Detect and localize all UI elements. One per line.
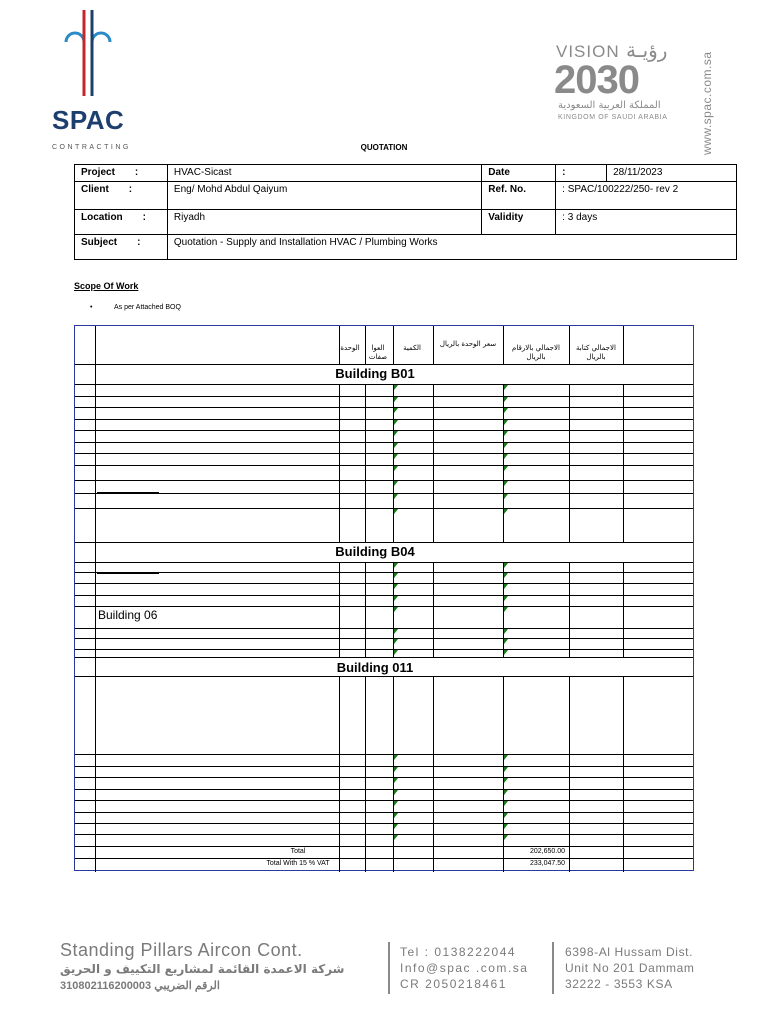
- boq-row-line: [75, 442, 693, 443]
- colon: :: [142, 212, 147, 223]
- info-row-location: [75, 210, 737, 235]
- boq-row-line: [75, 812, 693, 813]
- cell-comment-marker: [504, 584, 508, 589]
- vision-kingdom-arabic: المملكة العربية السعودية: [558, 100, 661, 111]
- boq-row-line: [75, 846, 693, 847]
- cell-comment-marker: [394, 454, 398, 459]
- cell-comment-marker: [504, 650, 508, 655]
- subject-label: Subject: [81, 237, 118, 248]
- boq-column-line: [95, 326, 96, 872]
- total-vat-label: Total With 15 % VAT: [266, 860, 330, 867]
- cell-comment-marker: [394, 494, 398, 499]
- boq-column-line: [339, 676, 340, 872]
- vision-year: 2030: [554, 58, 639, 102]
- boq-row-line: [75, 595, 693, 596]
- footer-cr: CR 2050218461: [400, 977, 507, 991]
- boq-row-line: [75, 480, 693, 481]
- col-header-qty: الكمية: [403, 344, 421, 352]
- client-value: Eng/ Mohd Abdul Qaiyum: [167, 182, 481, 210]
- footer-vat-number: 310802116200003 الرقم الضريبي: [60, 980, 220, 992]
- footer-divider: [388, 942, 390, 994]
- section-building-011: Building 011: [336, 660, 414, 675]
- cell-comment-marker: [504, 824, 508, 829]
- cell-comment-marker: [394, 639, 398, 644]
- boq-column-line: [393, 676, 394, 872]
- footer-email: Info@spac .com.sa: [400, 961, 529, 975]
- boq-column-line: [365, 384, 366, 542]
- footer-contacts: [400, 944, 528, 992]
- cell-comment-marker: [504, 563, 508, 568]
- cell-comment-marker: [394, 824, 398, 829]
- cell-comment-marker: [504, 481, 508, 486]
- boq-column-line: [623, 326, 624, 364]
- cell-comment-marker: [394, 385, 398, 390]
- col-header-unit: الوحدة: [340, 344, 360, 352]
- date-label: Date: [482, 165, 556, 182]
- cell-comment-marker: [394, 607, 398, 612]
- boq-column-line: [623, 676, 624, 872]
- project-label: Project: [81, 167, 115, 178]
- footer-address-line-1: 6398-Al Hussam Dist.: [565, 945, 694, 959]
- document-title: QUOTATION: [360, 143, 408, 152]
- boq-row-line: [75, 823, 693, 824]
- company-logo: [52, 8, 132, 151]
- col-header-total-words: الاجمالي كتابة بالريال: [576, 344, 616, 361]
- total-label: Total: [290, 848, 306, 855]
- colon: :: [137, 237, 141, 248]
- vision-kingdom: KINGDOM OF SAUDI ARABIA: [558, 114, 668, 121]
- boq-row-line: [75, 628, 693, 629]
- boq-column-line: [365, 676, 366, 872]
- cell-comment-marker: [394, 813, 398, 818]
- boq-row-line: [75, 583, 693, 584]
- footer-divider: [552, 942, 554, 994]
- subsection-underline: [97, 573, 159, 574]
- footer-tel: Tel : 0138222044: [400, 945, 517, 959]
- location-value: Riyadh: [167, 210, 481, 235]
- boq-column-line: [569, 562, 570, 657]
- boq-row-line: [75, 396, 693, 397]
- boq-row-line: [75, 676, 693, 677]
- cell-comment-marker: [504, 454, 508, 459]
- vision-word: VISION: [556, 42, 620, 61]
- validity-label: Validity: [482, 210, 556, 235]
- boq-row-line: [75, 754, 693, 755]
- boq-grid: [75, 326, 693, 870]
- cell-comment-marker: [504, 767, 508, 772]
- scope-bullet: [90, 304, 181, 311]
- cell-comment-marker: [394, 790, 398, 795]
- boq-row-line: [75, 606, 693, 607]
- vision-2030-logo: [552, 38, 682, 128]
- cell-comment-marker: [504, 607, 508, 612]
- boq-column-line: [393, 326, 394, 364]
- subsection-underline: [97, 492, 159, 493]
- cell-comment-marker: [504, 801, 508, 806]
- boq-row-line: [75, 384, 693, 385]
- vision-arabic: رؤيـة: [626, 38, 668, 62]
- footer-address-line-3: 32222 - 3553 KSA: [565, 977, 673, 991]
- cell-comment-marker: [504, 813, 508, 818]
- cell-comment-marker: [394, 563, 398, 568]
- cell-comment-marker: [394, 431, 398, 436]
- cell-comment-marker: [504, 835, 508, 840]
- section-building-b04: Building B04: [335, 544, 415, 559]
- col-header-unit-price: سعر الوحدة بالريال: [439, 340, 497, 348]
- boq-row-line: [75, 638, 693, 639]
- cell-comment-marker: [394, 629, 398, 634]
- footer-company: Standing Pillars Aircon Cont.: [60, 940, 303, 960]
- boq-row-line: [75, 364, 693, 365]
- client-label-cell: [75, 182, 168, 210]
- boq-table: [74, 325, 694, 871]
- colon: :: [128, 184, 133, 195]
- boq-column-line: [433, 384, 434, 542]
- boq-row-line: [75, 858, 693, 859]
- boq-row-line: [75, 834, 693, 835]
- boq-row-line: [75, 407, 693, 408]
- boq-column-line: [503, 326, 504, 364]
- validity-value: : 3 days: [556, 210, 737, 235]
- cell-comment-marker: [504, 790, 508, 795]
- footer-address: [565, 944, 695, 992]
- boq-row-line: [75, 572, 693, 573]
- boq-column-line: [433, 326, 434, 364]
- cell-comment-marker: [504, 420, 508, 425]
- boq-row-line: [75, 419, 693, 420]
- scope-bullet-text: As per Attached BOQ: [114, 304, 181, 311]
- client-label: Client: [81, 184, 109, 195]
- boq-row-line: [75, 542, 693, 543]
- boq-row-line: [75, 800, 693, 801]
- cell-comment-marker: [394, 408, 398, 413]
- subsection-underline: [97, 396, 153, 397]
- date-value: 28/11/2023: [607, 165, 737, 182]
- cell-comment-marker: [394, 466, 398, 471]
- cell-comment-marker: [504, 639, 508, 644]
- info-row-client: [75, 182, 737, 210]
- side-website-url: www.spac.com.sa: [700, 51, 714, 155]
- cell-comment-marker: [504, 431, 508, 436]
- cell-comment-marker: [394, 835, 398, 840]
- subject-label-cell: [75, 235, 168, 260]
- cell-comment-marker: [394, 397, 398, 402]
- col-header-specs: العوا صفات: [368, 344, 388, 361]
- cell-comment-marker: [504, 629, 508, 634]
- cell-comment-marker: [394, 755, 398, 760]
- boq-row-line: [75, 465, 693, 466]
- boq-row-line: [75, 430, 693, 431]
- ref-value: : SPAC/100222/250- rev 2: [556, 182, 737, 210]
- boq-column-line: [503, 676, 504, 872]
- location-label: Location: [81, 212, 123, 223]
- bullet-mark: •: [90, 304, 93, 311]
- cell-comment-marker: [394, 481, 398, 486]
- boq-column-line: [365, 562, 366, 657]
- cell-comment-marker: [394, 767, 398, 772]
- cell-comment-marker: [504, 509, 508, 514]
- scope-heading: Scope Of Work: [74, 281, 139, 291]
- boq-column-line: [623, 384, 624, 542]
- boq-column-line: [433, 562, 434, 657]
- spac-logo-icon: [58, 8, 118, 100]
- quotation-info-table: [74, 164, 737, 260]
- cell-comment-marker: [504, 494, 508, 499]
- cell-comment-marker: [394, 509, 398, 514]
- project-label-cell: [75, 165, 168, 182]
- cell-comment-marker: [394, 443, 398, 448]
- boq-row-line: [75, 789, 693, 790]
- cell-comment-marker: [394, 584, 398, 589]
- cell-comment-marker: [504, 573, 508, 578]
- logo-subtitle: CONTRACTING: [52, 144, 131, 151]
- cell-comment-marker: [504, 466, 508, 471]
- cell-comment-marker: [504, 397, 508, 402]
- boq-row-line: [75, 508, 693, 509]
- boq-column-line: [339, 384, 340, 542]
- boq-column-line: [569, 676, 570, 872]
- boq-column-line: [623, 562, 624, 657]
- cell-comment-marker: [504, 443, 508, 448]
- logo-name: SPAC: [52, 105, 125, 135]
- cell-comment-marker: [394, 596, 398, 601]
- cell-comment-marker: [394, 778, 398, 783]
- cell-comment-marker: [504, 755, 508, 760]
- cell-comment-marker: [394, 420, 398, 425]
- location-label-cell: [75, 210, 168, 235]
- cell-comment-marker: [394, 573, 398, 578]
- boq-column-line: [339, 326, 340, 364]
- boq-row-line: [75, 649, 693, 650]
- footer-address-line-2: Unit No 201 Dammam: [565, 961, 695, 975]
- cell-comment-marker: [504, 408, 508, 413]
- boq-column-line: [365, 326, 366, 364]
- boq-row-line: [75, 657, 693, 658]
- colon: :: [134, 167, 139, 178]
- cell-comment-marker: [394, 801, 398, 806]
- cell-comment-marker: [504, 778, 508, 783]
- total-value: 202,650.00: [529, 848, 565, 855]
- ref-label: Ref. No.: [482, 182, 556, 210]
- total-vat-value: 233,047.50: [529, 860, 565, 867]
- boq-row-line: [75, 493, 693, 494]
- date-colon: :: [556, 165, 607, 182]
- col-header-total-numbers: الاجمالي بالارقام بالريال: [512, 344, 560, 361]
- boq-column-line: [433, 676, 434, 872]
- page-footer: [60, 940, 720, 1000]
- boq-row-line: [75, 562, 693, 563]
- section-building-06: Building 06: [98, 608, 158, 622]
- boq-row-line: [75, 766, 693, 767]
- info-row-subject: [75, 235, 737, 260]
- info-row-project: [75, 165, 737, 182]
- project-value: HVAC-Sicast: [167, 165, 481, 182]
- section-building-b01: Building B01: [335, 366, 415, 381]
- cell-comment-marker: [504, 596, 508, 601]
- cell-comment-marker: [504, 385, 508, 390]
- boq-column-line: [569, 384, 570, 542]
- boq-row-line: [75, 453, 693, 454]
- cell-comment-marker: [394, 650, 398, 655]
- footer-company-arabic: شركة الاعمدة القائمة لمشاريع التكييف و الحريق: [60, 962, 345, 976]
- subject-value: Quotation - Supply and Installation HVAC / Plumbing Works: [167, 235, 736, 260]
- boq-column-line: [569, 326, 570, 364]
- boq-column-line: [339, 562, 340, 657]
- boq-row-line: [75, 777, 693, 778]
